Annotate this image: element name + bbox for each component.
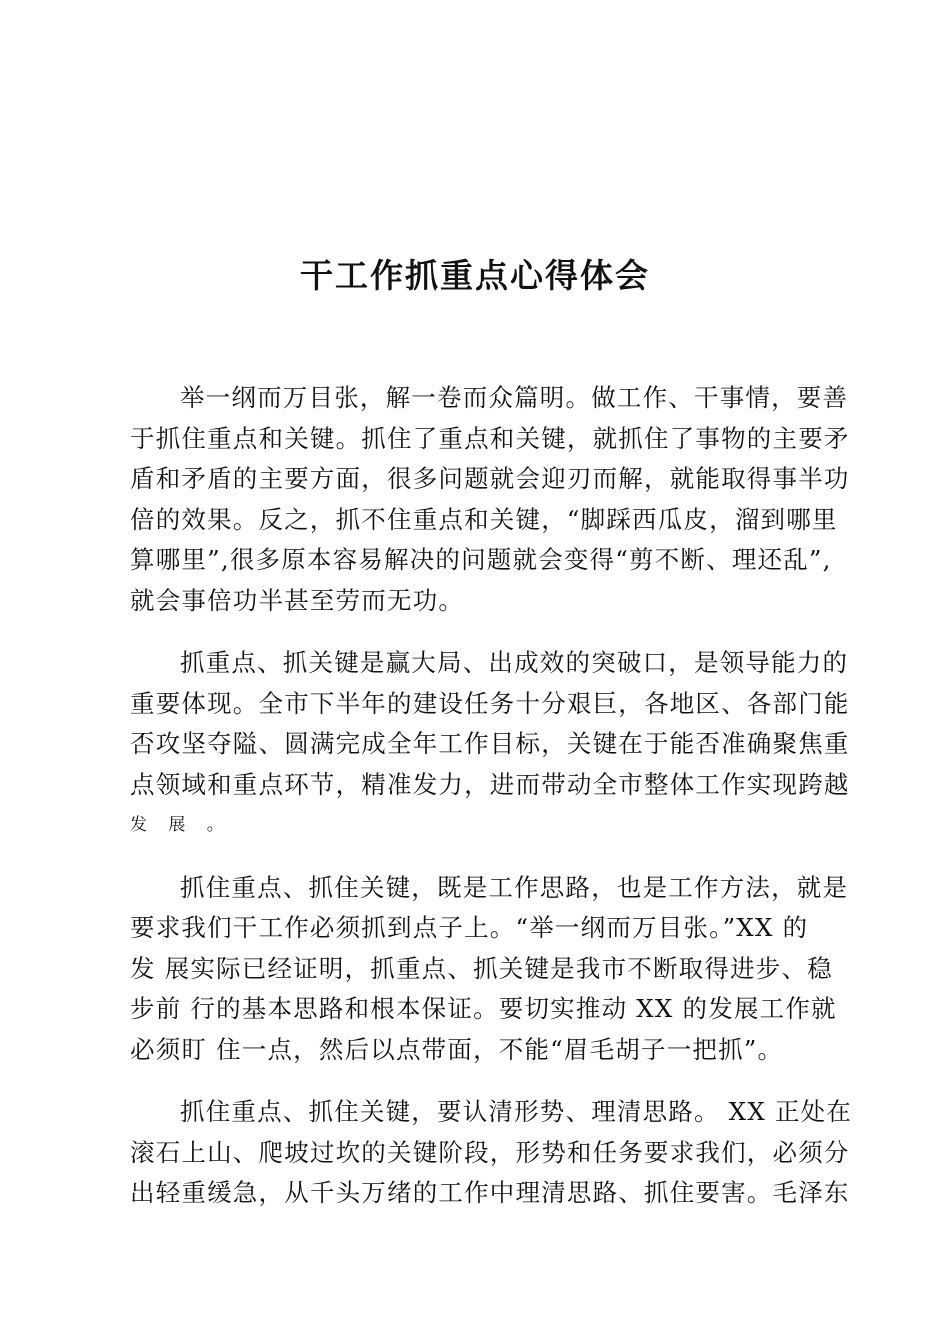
paragraph-line: 步前 行的基本思路和根本保证。要切实推动 XX 的发展工作就 <box>130 994 837 1023</box>
paragraph-line: 要求我们干工作必须抓到点子上。“举一纲而万目张。”XX 的 <box>130 913 809 942</box>
paragraph-line: 滚石上山、爬坡过坎的关键阶段，形势和任务要求我们，必须分 <box>130 1137 850 1167</box>
paragraph-line: 算哪里”,很多原本容易解决的问题就会变得“剪不断、理还乱”, <box>130 545 832 574</box>
paragraph-line: 否攻坚夺隘、圆满完成全年工作目标，关键在于能否准确聚焦重 <box>130 729 850 758</box>
paragraph-line: 于抓住重点和关键。抓住了重点和关键，就抓住了事物的主要矛 <box>130 423 850 453</box>
paragraph-line: 发 展 。 <box>130 815 232 835</box>
paragraph-line: 抓住重点、抓住关键，要认清形势、理清思路。 XX 正处在 <box>180 1097 853 1126</box>
paragraph-line: 盾和矛盾的主要方面，很多问题就会迎刃而解，就能取得事半功 <box>130 464 850 493</box>
document-body <box>130 378 853 1236</box>
paragraph-4 <box>130 1092 853 1214</box>
paragraph-line: 抓重点、抓关键是赢大局、出成效的突破口，是领导能力的 <box>180 648 849 677</box>
paragraph-1 <box>130 378 850 621</box>
paragraph-3 <box>130 868 849 1071</box>
paragraph-line: 点领域和重点环节，精准发力，进而带动全市整体工作实现跨越 <box>130 769 850 799</box>
paragraph-line: 倍的效果。反之，抓不住重点和关键，“脚踩西瓜皮，溜到哪里 <box>130 504 838 534</box>
paragraph-line: 出轻重缓急，从千头万绪的工作中理清思路、抓住要害。毛泽东 <box>130 1178 850 1207</box>
paragraph-line: 必须盯 住一点，然后以点带面，不能“眉毛胡子一把抓”。 <box>130 1034 784 1064</box>
paragraph-line: 就会事倍功半甚至劳而无功。 <box>130 585 465 615</box>
paragraph-line: 举一纲而万目张，解一卷而众篇明。做工作、干事情，要善 <box>180 383 849 412</box>
paragraph-line: 抓住重点、抓住关键，既是工作思路，也是工作方法，就是 <box>180 872 849 902</box>
paragraph-2 <box>130 643 850 846</box>
paragraph-line: 发 展实际已经证明，抓重点、抓关键是我市不断取得进步、稳 <box>130 953 833 983</box>
paragraph-line: 重要体现。全市下半年的建设任务十分艰巨，各地区、各部门能 <box>130 688 850 718</box>
document-title: 干工作抓重点心得体会 <box>300 256 650 295</box>
